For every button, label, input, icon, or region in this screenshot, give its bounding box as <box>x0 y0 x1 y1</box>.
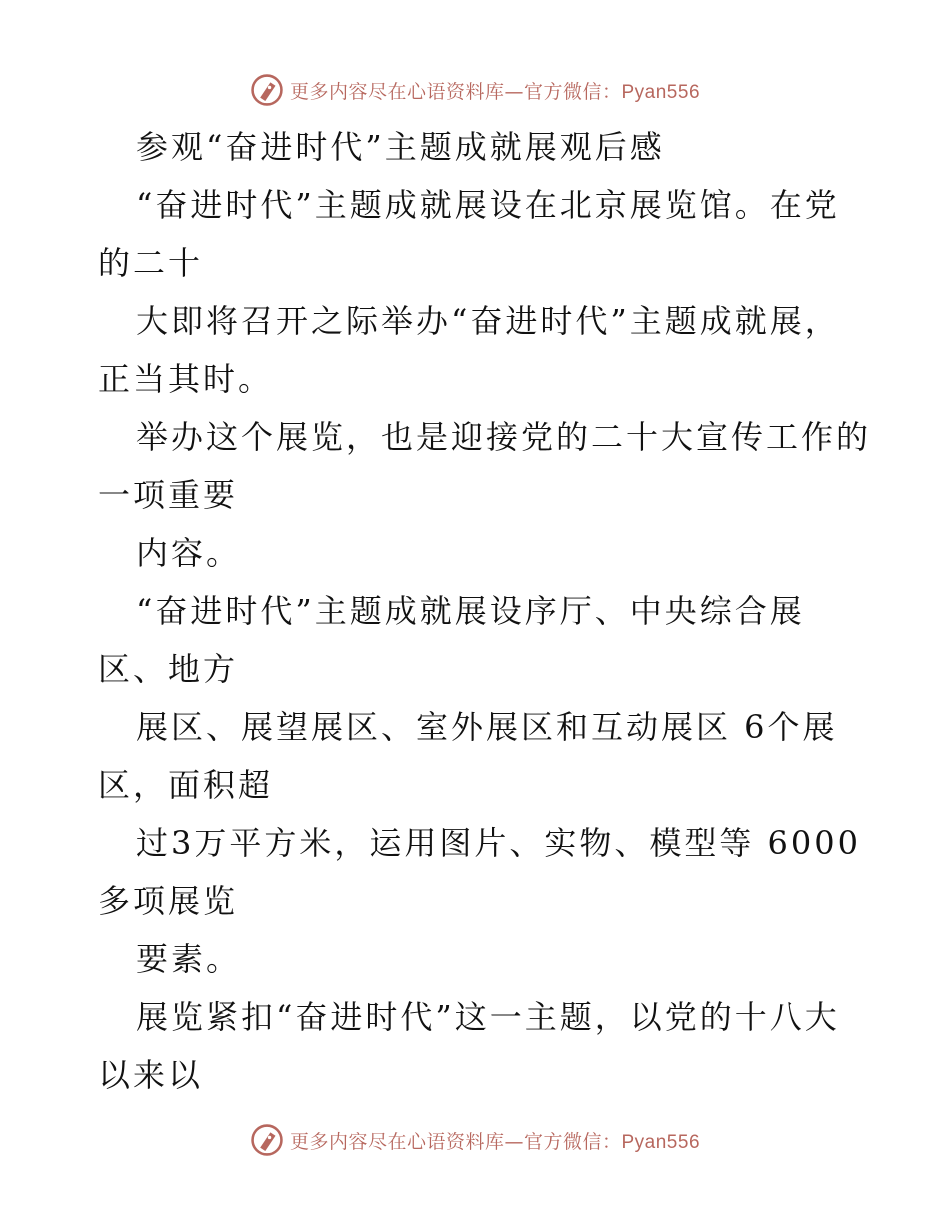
text-line: 正当其时。 <box>98 360 274 398</box>
text-line: “奋进时代”主题成就展设在北京展览馆。在党 <box>136 186 840 224</box>
pen-nib-logo-icon <box>250 73 284 107</box>
watermark-text: 更多内容尽在心语资料库—官方微信：Pyan556 <box>289 80 701 103</box>
text-line: 区，面积超 <box>98 766 274 804</box>
header-watermark <box>0 70 950 110</box>
text-line: 以来以 <box>98 1056 204 1094</box>
document-body <box>98 118 872 1104</box>
footer-watermark <box>0 1120 950 1160</box>
text-line: 多项展览 <box>98 882 239 920</box>
text-line: 一项重要 <box>98 476 239 514</box>
pen-nib-logo-icon <box>250 1123 284 1157</box>
text-line: 举办这个展览，也是迎接党的二十大宣传工作的 <box>136 418 872 456</box>
text-line: “奋进时代”主题成就展设序厅、中央综合展 <box>136 592 805 630</box>
text-line: 大即将召开之际举办“奋进时代”主题成就展， <box>136 302 840 340</box>
text-line: 区、地方 <box>98 650 239 688</box>
text-line: 的二十 <box>98 244 204 282</box>
text-line: 展览紧扣“奋进时代”这一主题，以党的十八大 <box>136 998 840 1036</box>
text-line: 展区、展望展区、室外展区和互动展区 6个展 <box>136 708 838 746</box>
text-line: 参观“奋进时代”主题成就展观后感 <box>136 128 665 166</box>
text-line: 要素。 <box>136 940 242 978</box>
watermark-text: 更多内容尽在心语资料库—官方微信：Pyan556 <box>289 1130 701 1153</box>
text-line: 内容。 <box>136 534 242 572</box>
text-line: 过3万平方米，运用图片、实物、模型等 6000 <box>136 824 861 862</box>
